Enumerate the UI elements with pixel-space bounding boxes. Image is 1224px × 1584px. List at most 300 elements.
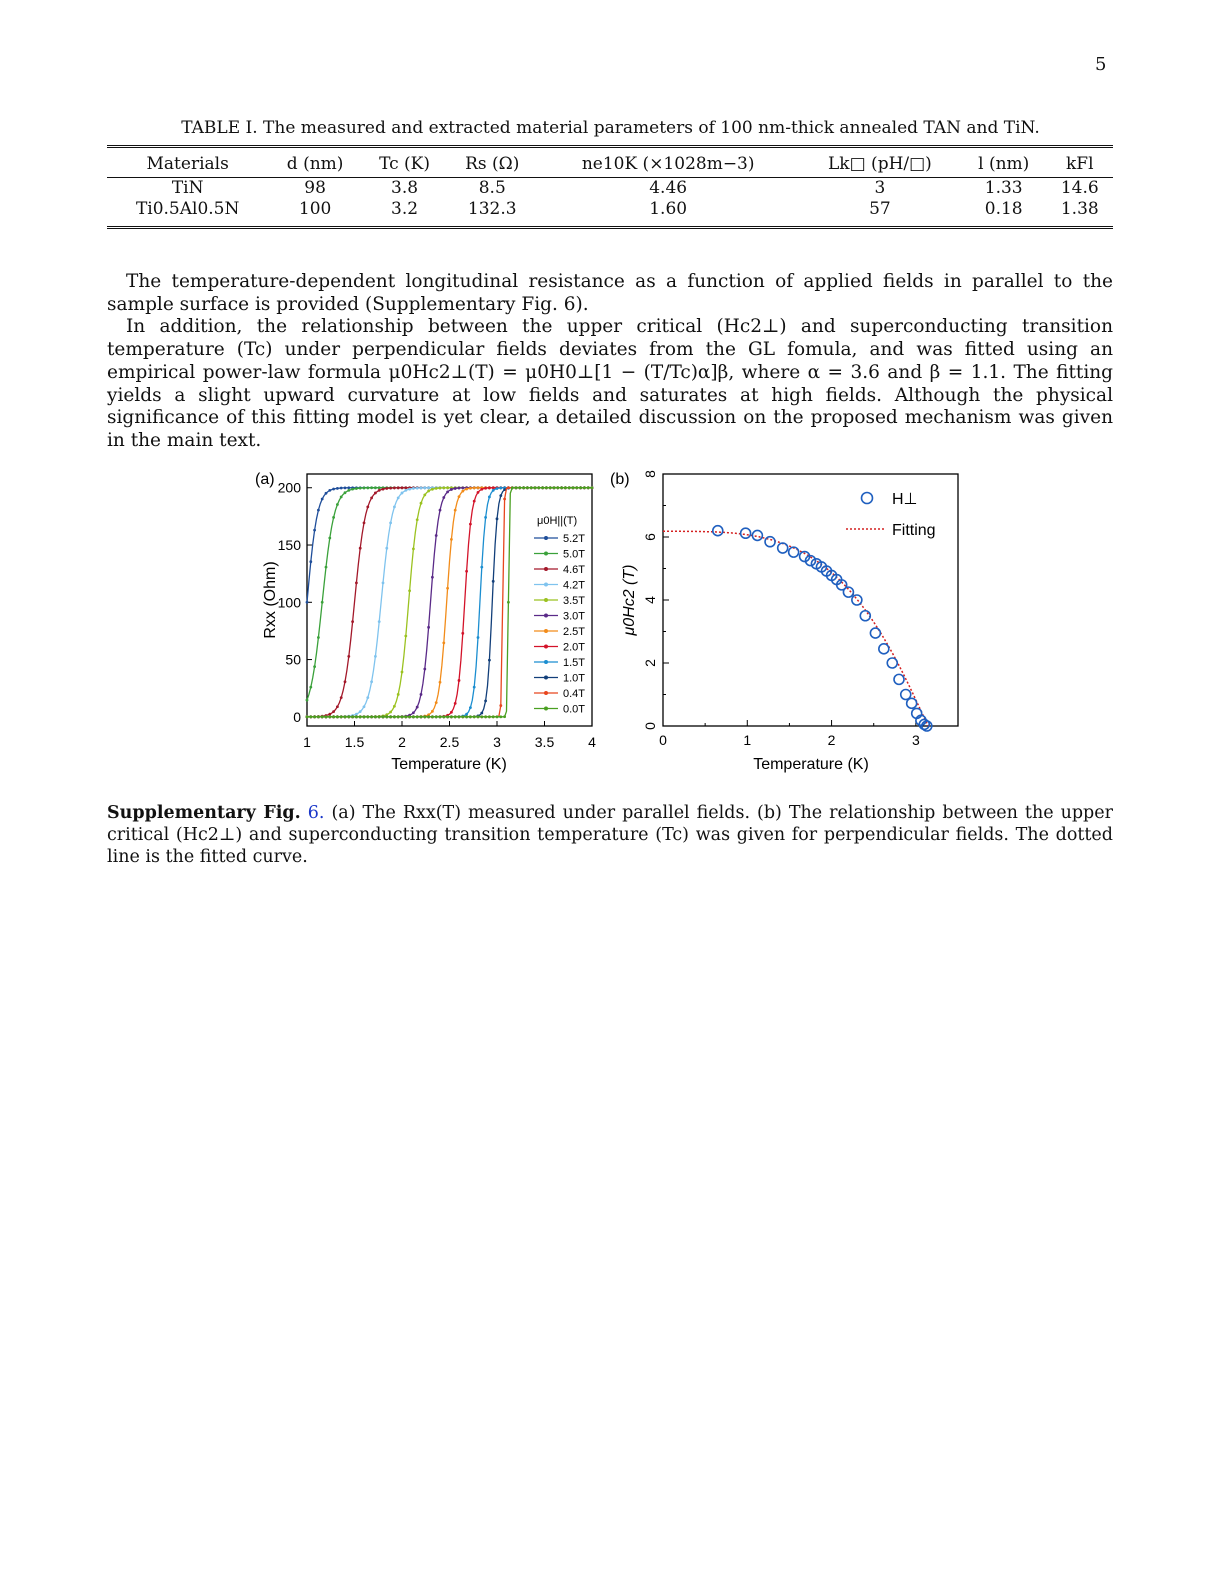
series-point [359, 715, 362, 718]
series-point [408, 589, 411, 592]
series-point [344, 491, 347, 494]
series-point [306, 715, 309, 718]
table-cell: 8.5 [478, 178, 506, 198]
series-point [537, 486, 540, 489]
series-point [469, 706, 472, 709]
panel-a-x-tick-label: 2 [398, 734, 406, 750]
series-point [431, 710, 434, 713]
table-cell: 14.6 [1060, 178, 1099, 198]
series-point [408, 488, 411, 491]
series-point [374, 655, 377, 658]
series-point [412, 715, 415, 718]
table-cell: TiN [171, 178, 204, 198]
series-point [511, 486, 514, 489]
series-point [496, 487, 499, 490]
series-point [309, 715, 312, 718]
panel-a-x-tick-label: 3 [493, 734, 501, 750]
panel-b-ylabel: μ0Hc2 (T) [621, 564, 638, 636]
series-point [347, 489, 350, 492]
series-point [416, 715, 419, 718]
series-point [332, 516, 335, 519]
series-point [541, 486, 544, 489]
series-point [450, 488, 453, 491]
series-point [389, 521, 392, 524]
hc2-point [870, 628, 880, 638]
series-point [321, 601, 324, 604]
series-point [347, 486, 350, 489]
fit-line [663, 531, 929, 726]
series-point [313, 529, 316, 532]
table-cell: 98 [304, 178, 326, 198]
series-point [473, 686, 476, 689]
series-point [492, 580, 495, 583]
series-curve-5.2T [306, 486, 594, 603]
series-point [393, 715, 396, 718]
panel-b-label: (b) [610, 471, 630, 488]
panel-b-y-tick-label: 2 [642, 659, 658, 667]
series-point [484, 715, 487, 718]
col-header-rs: Rs (Ω) [447, 147, 537, 178]
series-point [359, 547, 362, 550]
panel-a-ylabel: Rxx (Ohm) [262, 561, 279, 639]
series-point [549, 486, 552, 489]
hc2-point [894, 674, 904, 684]
legend-label: 3.5T [563, 595, 586, 607]
series-point [446, 490, 449, 493]
series-point [435, 487, 438, 490]
series-point [454, 702, 457, 705]
series-point [442, 496, 445, 499]
series-point [378, 489, 381, 492]
series-point [313, 665, 316, 668]
hc2-point [901, 690, 911, 700]
series-point [477, 636, 480, 639]
table-cell: 3.8 [391, 178, 419, 198]
series-point [363, 487, 366, 490]
series-point [363, 705, 366, 708]
series-point [397, 715, 400, 718]
hc2-point [887, 658, 897, 668]
series-point [515, 486, 518, 489]
series-point [458, 487, 461, 490]
legend-label: 4.2T [563, 579, 586, 592]
series-point [340, 715, 343, 718]
series-point [328, 713, 331, 716]
series-point [401, 486, 404, 489]
series-point [431, 576, 434, 579]
series-point [534, 486, 537, 489]
series-point [385, 715, 388, 718]
legend-label: 0.4T [563, 688, 586, 700]
series-point [553, 486, 556, 489]
table-cell: Ti0.5Al0.5N [107, 199, 268, 228]
series-point [366, 506, 369, 509]
legend-label-h-perp: H⊥ [892, 491, 918, 508]
figure-caption [107, 802, 1113, 868]
series-point [416, 706, 419, 709]
panel-b-fit-curve [663, 531, 929, 726]
series-point [359, 710, 362, 713]
series-point [378, 715, 381, 718]
series-point [363, 715, 366, 718]
series-point [473, 500, 476, 503]
series-point [420, 487, 423, 490]
series-point [473, 715, 476, 718]
series-point [423, 486, 426, 489]
series-point [317, 509, 320, 512]
series-point [420, 693, 423, 696]
figure-caption-label: Supplementary Fig. [107, 803, 301, 823]
hc2-point [778, 543, 788, 553]
hc2-point [765, 537, 775, 547]
series-point [385, 487, 388, 490]
series-point [404, 486, 407, 489]
legend-label: 3.0T [563, 610, 586, 623]
series-point [351, 620, 354, 623]
series-point [340, 696, 343, 699]
series-point [378, 620, 381, 623]
series-point [454, 487, 457, 490]
panel-b-y-tick-label: 6 [642, 533, 658, 541]
series-point [412, 487, 415, 490]
series-point [583, 486, 586, 489]
series-point [401, 671, 404, 674]
series-point [427, 490, 430, 493]
legend-marker [544, 676, 548, 680]
series-point [328, 715, 331, 718]
panel-a-xlabel: Temperature (K) [391, 756, 507, 773]
series-point [435, 701, 438, 704]
series-point [359, 487, 362, 490]
series-point [461, 632, 464, 635]
table-cell: 132.3 [447, 199, 537, 228]
table-cell: 57 [799, 199, 961, 228]
series-point [427, 626, 430, 629]
series-point [382, 581, 385, 584]
col-header-materials: Materials [107, 147, 268, 178]
series-point [503, 498, 506, 501]
col-header-lk: Lk□ (pH/□) [799, 147, 961, 178]
series-point [522, 486, 525, 489]
series-point [492, 715, 495, 718]
panel-a-legend [534, 515, 585, 716]
table-cell: 1.38 [1047, 199, 1113, 228]
series-point [423, 715, 426, 718]
series-point [351, 715, 354, 718]
panel-b-legend [846, 491, 936, 539]
hc2-point [879, 644, 889, 654]
series-point [325, 492, 328, 495]
panel-b-y-tick-label: 8 [642, 470, 658, 478]
series-point [450, 538, 453, 541]
series-point [378, 486, 381, 489]
panel-a-y-tick-label: 100 [277, 594, 301, 611]
legend-marker [544, 645, 548, 649]
series-point [492, 486, 495, 489]
panel-a-x-tick-label: 3.5 [534, 734, 555, 750]
hc2-point [860, 611, 870, 621]
legend-marker [544, 583, 548, 587]
series-point [340, 487, 343, 490]
series-point [408, 715, 411, 718]
table-cell: 4.46 [649, 178, 688, 198]
series-point [328, 537, 331, 540]
series-point [404, 635, 407, 638]
series-point [420, 502, 423, 505]
panel-b-x-tick-label: 0 [659, 732, 667, 748]
table-caption: TABLE I. The measured and extracted material parameters of 100 nm-thick annealed TAN and TiN. [181, 118, 1040, 138]
table-cell: 3.2 [362, 199, 447, 228]
panel-a-y-tick-label: 50 [285, 651, 301, 668]
series-point [499, 704, 502, 707]
series-point [564, 486, 567, 489]
series-point [374, 715, 377, 718]
series-point [385, 547, 388, 550]
series-point [465, 488, 468, 491]
series-point [484, 516, 487, 519]
legend-label-fitting: Fitting [892, 522, 936, 539]
series-point [507, 486, 510, 489]
series-point [465, 713, 468, 716]
series-point [499, 487, 502, 490]
series-point [439, 715, 442, 718]
panel-b [610, 470, 958, 773]
series-point [366, 486, 369, 489]
legend-marker [544, 536, 548, 540]
panel-a-y-tick-label: 0 [293, 708, 301, 725]
series-point [530, 486, 533, 489]
hc2-point [907, 698, 917, 708]
series-point [545, 486, 548, 489]
legend-marker [544, 567, 548, 571]
table-cell: 3 [874, 178, 886, 198]
series-point [382, 488, 385, 491]
series-point [401, 715, 404, 718]
legend-label: 1.0T [563, 672, 586, 685]
series-point [336, 715, 339, 718]
series-point [458, 495, 461, 498]
series-point [309, 686, 312, 689]
table-cell: 100 [268, 199, 362, 228]
hc2-point [752, 530, 762, 540]
series-point [469, 715, 472, 718]
legend-marker [544, 552, 548, 556]
series-point [465, 715, 468, 718]
series-point [404, 715, 407, 718]
legend-label: 5.0T [563, 548, 586, 561]
series-point [397, 693, 400, 696]
series-point [382, 715, 385, 718]
series-point [499, 715, 502, 718]
series-point [366, 715, 369, 718]
paragraph-2: In addition, the relationship between the upper critical (Hc2⊥) and superconducting transition temperature (Tc) under perpendicular fields deviates from the GL fomula, and was fitted using an empirical power-law formula μ0Hc2⊥(T) = μ0H0⊥[1 − (T/Tc)α]β, where α = 3.6 and β = 1.1. The fitting yields a slight upward curvature at low fields and saturates at high fields. Although the physical significance of this fitting model is yet clear, a detailed discussion on the proposed mechanism was given in the main text. [107, 316, 1113, 451]
series-point [389, 715, 392, 718]
series-point [480, 712, 483, 715]
series-point [473, 487, 476, 490]
series-point [461, 490, 464, 493]
col-header-thickness: d (nm) [268, 147, 362, 178]
series-point [321, 715, 324, 718]
series-point [306, 699, 309, 702]
series-point [328, 489, 331, 492]
series-point [469, 487, 472, 490]
series-point [556, 486, 559, 489]
series-point [336, 705, 339, 708]
series-point [397, 486, 400, 489]
series-point [423, 494, 426, 497]
series-point [355, 715, 358, 718]
series-point [317, 636, 320, 639]
legend-label: 2.5T [563, 626, 586, 638]
series-point [454, 715, 457, 718]
series-point [401, 492, 404, 495]
series-point [446, 715, 449, 718]
series-point [325, 566, 328, 569]
series-point [454, 509, 457, 512]
table-cell: 1.33 [984, 178, 1023, 198]
panel-b-y-tick-label: 0 [642, 722, 658, 730]
series-point [579, 486, 582, 489]
panel-b-x-tick-label: 2 [827, 732, 836, 748]
legend-label: 0.0T [563, 703, 586, 716]
series-point [442, 486, 445, 489]
legend-marker [544, 598, 548, 602]
series-point [366, 696, 369, 699]
series-point [435, 715, 438, 718]
series-point [427, 486, 430, 489]
table-cell: 0.18 [961, 199, 1047, 228]
series-point [332, 715, 335, 718]
series-point [355, 487, 358, 490]
series-point [393, 705, 396, 708]
series-point [370, 496, 373, 499]
panel-a-x-tick-label: 2.5 [439, 734, 460, 750]
series-point [374, 486, 377, 489]
series-point [496, 715, 499, 718]
hc2-point [741, 528, 751, 538]
page-number: 5 [1095, 54, 1107, 75]
series-point [477, 491, 480, 494]
series-point [480, 488, 483, 491]
series-point [389, 487, 392, 490]
panel-b-frame [663, 474, 958, 726]
series-point [442, 715, 445, 718]
series-point [526, 486, 529, 489]
series-point [317, 715, 320, 718]
col-header-kfl: kFl [1047, 147, 1113, 178]
series-point [347, 655, 350, 658]
series-point [458, 679, 461, 682]
paragraph-1: The temperature-dependent longitudinal resistance as a function of applied fields in parallel to the sample surface is provided (Supplementary Fig. 6). [107, 271, 1113, 315]
series-point [370, 486, 373, 489]
series-point [344, 486, 347, 489]
series-point [344, 715, 347, 718]
series-point [332, 710, 335, 713]
hc2-point [852, 595, 862, 605]
legend-label: 2.0T [563, 641, 586, 654]
legend-label: 5.2T [563, 533, 586, 545]
series-point [393, 487, 396, 490]
series-point [477, 715, 480, 718]
series-point [587, 486, 590, 489]
series-point [518, 486, 521, 489]
series-point [450, 711, 453, 714]
table-cell: 1.60 [537, 199, 799, 228]
series-point [332, 488, 335, 491]
series-point [370, 715, 373, 718]
series-point [488, 659, 491, 662]
legend-marker [544, 614, 548, 618]
series-point [420, 715, 423, 718]
figure-caption-text: (a) The Rxx(T) measured under parallel fields. (b) The relationship between the upper critical (Hc2⊥) and superconducting transition temperature (Tc) was given for perpendicular fields. The dotted line is the fitted curve. [107, 803, 1113, 867]
series-point [431, 488, 434, 491]
legend-label: 4.6T [563, 564, 586, 576]
series-point [442, 641, 445, 644]
series-point [507, 601, 510, 604]
series-point [568, 486, 571, 489]
series-point [336, 487, 339, 490]
hc2-point [713, 526, 723, 536]
series-point [416, 518, 419, 521]
series-point [404, 489, 407, 492]
series-point [347, 715, 350, 718]
series-point [393, 506, 396, 509]
col-header-mean-free-path: l (nm) [961, 147, 1047, 178]
series-point [488, 715, 491, 718]
series-point [306, 601, 309, 604]
panel-b-x-tick-label: 1 [743, 732, 752, 748]
series-point [423, 668, 426, 671]
series-point [397, 496, 400, 499]
series-point [374, 492, 377, 495]
series-point [492, 489, 495, 492]
panel-a [255, 471, 596, 773]
series-point [370, 680, 373, 683]
series-point [461, 715, 464, 718]
series-point [575, 486, 578, 489]
series-point [469, 523, 472, 526]
panel-a-y-tick-label: 150 [277, 537, 301, 554]
figure-caption-number: 6. [307, 803, 325, 823]
panel-b-ticks [642, 470, 958, 748]
series-point [321, 498, 324, 501]
col-header-tc: Tc (K) [362, 147, 447, 178]
legend-marker [544, 707, 548, 711]
series-point [412, 548, 415, 551]
series-point [480, 566, 483, 569]
series-point [503, 715, 506, 718]
panel-a-x-tick-label: 1 [303, 734, 311, 750]
series-point [450, 715, 453, 718]
legend-marker-h-perp [862, 493, 873, 504]
series-point [427, 715, 430, 718]
panel-a-label: (a) [255, 471, 275, 488]
series-point [435, 534, 438, 537]
series-point [439, 681, 442, 684]
series-point [309, 560, 312, 563]
col-header-ne: ne10K (×1028m−3) [537, 147, 799, 178]
panel-a-x-tick-label: 1.5 [344, 734, 365, 750]
panel-b-x-tick-label: 3 [911, 732, 920, 748]
series-point [355, 581, 358, 584]
legend-marker [544, 629, 548, 633]
panel-a-legend-title: μ0H||(T) [537, 515, 578, 527]
series-point [560, 486, 563, 489]
series-point [439, 487, 442, 490]
series-point [340, 496, 343, 499]
series-point [439, 509, 442, 512]
series-point [496, 517, 499, 520]
